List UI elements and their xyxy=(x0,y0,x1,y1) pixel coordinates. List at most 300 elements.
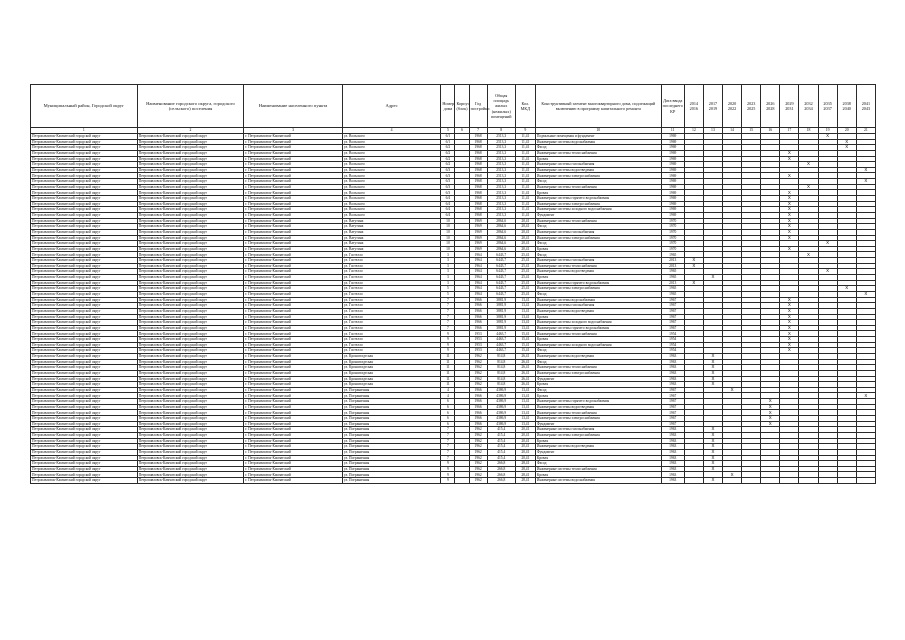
column-number: 12 xyxy=(684,128,703,134)
table-cell: Петропавловск-Камчатский городской округ xyxy=(31,461,138,467)
table-cell: Петропавловск-Камчатский городской округ xyxy=(31,478,138,484)
table-cell: Инженерные системы холодного водоснабжения xyxy=(535,207,661,213)
table-cell: г. Петропавловск-Камчатский xyxy=(244,280,343,286)
period-mark-cell: X xyxy=(761,421,780,427)
table-cell: г. Петропавловск-Камчатский xyxy=(244,134,343,140)
table-cell: 2513,3 xyxy=(487,196,515,202)
table-cell: 2513,3 xyxy=(487,134,515,140)
table-cell: 1964 xyxy=(469,263,487,269)
table-cell: 1966 xyxy=(469,404,487,410)
table-cell: 266,8 xyxy=(487,478,515,484)
column-number: 10 xyxy=(535,128,661,134)
table-cell: 1953 xyxy=(469,337,487,343)
table-cell: Петропавловск-Камчатский городской округ xyxy=(31,201,138,207)
table-cell: г. Петропавловск-Камчатский xyxy=(244,303,343,309)
column-header: Адрес xyxy=(342,85,441,128)
table-cell: Инженерные системы электроснабжения xyxy=(535,416,661,422)
table-cell: г. Петропавловск-Камчатский xyxy=(244,337,343,343)
table-cell: 2513,3 xyxy=(487,150,515,156)
table-cell: 1970 xyxy=(661,241,684,247)
table-cell: Петропавловск-Камчатский городской округ xyxy=(137,427,244,433)
table-cell: 11,41 xyxy=(515,145,535,151)
table-cell: Фасад xyxy=(535,179,661,185)
table-cell: 6/3 xyxy=(441,190,455,196)
table-cell: Петропавловск-Камчатский городской округ xyxy=(31,297,138,303)
table-cell: 1968 xyxy=(469,173,487,179)
table-cell: г. Петропавловск-Камчатский xyxy=(244,173,343,179)
table-cell: ул. Ватутина xyxy=(342,246,441,252)
table-cell: 20,41 xyxy=(515,444,535,450)
period-mark-cell xyxy=(723,478,742,484)
table-cell: 4386,9 xyxy=(487,410,515,416)
table-cell: 11 xyxy=(441,370,455,376)
table-cell: г. Петропавловск-Камчатский xyxy=(244,184,343,190)
table-cell: г. Петропавловск-Камчатский xyxy=(244,421,343,427)
table-cell: 4386,9 xyxy=(487,399,515,405)
table-cell: 1968 xyxy=(469,196,487,202)
table-cell: 20,41 xyxy=(515,455,535,461)
table-cell: 1963 xyxy=(661,455,684,461)
table-cell: ул. Пограничная xyxy=(342,416,441,422)
table-cell: 6/4 xyxy=(441,212,455,218)
table-cell: Петропавловск-Камчатский городской округ xyxy=(31,156,138,162)
table-cell: Инженерные системы горячего водоснабжения xyxy=(535,280,661,286)
table-cell: 1967 xyxy=(661,410,684,416)
table-cell: 1966 xyxy=(469,303,487,309)
table-cell: 1963 xyxy=(661,370,684,376)
table-cell: 7 xyxy=(441,297,455,303)
table-cell: г. Петропавловск-Камчатский xyxy=(244,241,343,247)
table-cell: ул. Пограничная xyxy=(342,404,441,410)
column-header: Общая площадь жилых (нежилых) помещений xyxy=(487,85,515,128)
table-cell: Инженерные системы электроснабжения xyxy=(535,201,661,207)
table-cell: 1970 xyxy=(661,224,684,230)
table-cell: Петропавловск-Камчатский городской округ xyxy=(137,416,244,422)
table-cell: 26,41 xyxy=(515,353,535,359)
table-cell: ул. Гастелло xyxy=(342,348,441,354)
table-cell: Фундамент xyxy=(535,449,661,455)
table-cell: 5 xyxy=(441,291,455,297)
table-cell: 2513,3 xyxy=(487,212,515,218)
period-mark-cell: X xyxy=(780,314,799,320)
table-cell: Петропавловск-Камчатский городской округ xyxy=(31,303,138,309)
table-cell: 6443,7 xyxy=(487,275,515,281)
table-cell: 11,41 xyxy=(515,139,535,145)
table-cell: ул. Вольского xyxy=(342,156,441,162)
table-cell: Фундамент xyxy=(535,212,661,218)
column-header: 2014 2016 xyxy=(684,85,703,128)
table-cell: Петропавловск-Камчатский городской округ xyxy=(31,218,138,224)
table-cell: 2013 xyxy=(661,280,684,286)
table-cell: Инженерные системы водоснабжения xyxy=(535,139,661,145)
table-cell: 4463,7 xyxy=(487,331,515,337)
table-cell: ул. Кронштадтская xyxy=(342,376,441,382)
table-cell: Кровля xyxy=(535,382,661,388)
table-cell: Петропавловск-Камчатский городской округ xyxy=(137,179,244,185)
table-cell: г. Петропавловск-Камчатский xyxy=(244,438,343,444)
table-cell: 11,41 xyxy=(515,156,535,162)
table-cell: Фасад xyxy=(535,145,661,151)
table-cell: Петропавловск-Камчатский городской округ xyxy=(31,399,138,405)
table-cell: 2013 xyxy=(661,263,684,269)
table-cell: Инженерные системы электроснабжения xyxy=(535,432,661,438)
table-cell: 15,41 xyxy=(515,342,535,348)
table-cell: 9 xyxy=(441,342,455,348)
table-cell: Фасад xyxy=(535,224,661,230)
table-cell: 6/3 xyxy=(441,173,455,179)
table-cell: 1962 xyxy=(469,382,487,388)
period-mark-cell xyxy=(761,478,780,484)
table-cell: г. Петропавловск-Камчатский xyxy=(244,190,343,196)
table-cell: 1968 xyxy=(469,179,487,185)
table-cell: Инженерные системы водоотведения xyxy=(535,269,661,275)
table-header-row xyxy=(31,85,876,128)
table-cell: 1964 xyxy=(469,291,487,297)
table-cell: Петропавловск-Камчатский городской округ xyxy=(137,291,244,297)
column-number: 8 xyxy=(487,128,515,134)
table-cell: 10 xyxy=(441,218,455,224)
table-cell: 1964 xyxy=(469,258,487,264)
table-cell: ул. Гастелло xyxy=(342,269,441,275)
period-mark-cell: X xyxy=(703,461,722,467)
table-cell: 2513,3 xyxy=(487,156,515,162)
period-mark-cell: X xyxy=(837,139,856,145)
table-cell: ул. Вольского xyxy=(342,190,441,196)
table-cell: Петропавловск-Камчатский городской округ xyxy=(137,449,244,455)
table-cell: 26,41 xyxy=(515,365,535,371)
period-mark-cell: X xyxy=(780,212,799,218)
table-cell: 1966 xyxy=(469,320,487,326)
period-mark-cell: X xyxy=(703,275,722,281)
table-cell: 1953 xyxy=(469,342,487,348)
table-cell: Инженерные системы водоснабжения xyxy=(535,297,661,303)
table-cell: ул. Пограничная xyxy=(342,461,441,467)
table-cell: 13,41 xyxy=(515,303,535,309)
table-cell: 1968 xyxy=(469,162,487,168)
table-cell: 1954 xyxy=(661,337,684,343)
column-number: 20 xyxy=(837,128,856,134)
table-cell: ул. Вольского xyxy=(342,173,441,179)
table-cell: ул. Гастелло xyxy=(342,297,441,303)
table-cell: Фасад xyxy=(535,291,661,297)
table-cell: ул. Вольского xyxy=(342,139,441,145)
table-cell: Инженерные системы горячего водоснабжения xyxy=(535,196,661,202)
table-cell: 1969 xyxy=(661,173,684,179)
table-cell: 7 xyxy=(441,444,455,450)
table-cell: 7 xyxy=(441,314,455,320)
table-cell: Петропавловск-Камчатский городской округ xyxy=(137,235,244,241)
table-cell: 2513,3 xyxy=(487,207,515,213)
table-cell: Петропавловск-Камчатский городской округ xyxy=(137,207,244,213)
table-cell: 25,41 xyxy=(515,286,535,292)
table-cell: 6/4 xyxy=(441,196,455,202)
table-cell: 11,41 xyxy=(515,134,535,140)
table-cell: 13,41 xyxy=(515,404,535,410)
period-mark-cell: X xyxy=(703,444,722,450)
table-cell: г. Петропавловск-Камчатский xyxy=(244,432,343,438)
table-cell: 1962 xyxy=(469,427,487,433)
table-cell: Инженерные системы водоснабжения xyxy=(535,478,661,484)
table-cell: 28,41 xyxy=(515,466,535,472)
table-cell: 13,41 xyxy=(515,393,535,399)
table-cell: 4386,9 xyxy=(487,404,515,410)
table-cell: Петропавловск-Камчатский городской округ xyxy=(31,145,138,151)
table-cell: 3881,9 xyxy=(487,303,515,309)
period-mark-cell: X xyxy=(703,449,722,455)
table-cell: Петропавловск-Камчатский городской округ xyxy=(31,258,138,264)
table-cell: 814,8 xyxy=(487,359,515,365)
table-cell: 1968 xyxy=(469,212,487,218)
table-cell: 7 xyxy=(441,455,455,461)
table-cell: Петропавловск-Камчатский городской округ xyxy=(137,432,244,438)
table-cell: ул. Гастелло xyxy=(342,286,441,292)
table-cell: Фасад xyxy=(535,348,661,354)
table-cell: г. Петропавловск-Камчатский xyxy=(244,235,343,241)
table-cell: 4463,7 xyxy=(487,342,515,348)
table-cell: 13,41 xyxy=(515,387,535,393)
table-cell: Петропавловск-Камчатский городской округ xyxy=(137,212,244,218)
period-mark-cell: X xyxy=(723,387,742,393)
table-cell: ул. Пограничная xyxy=(342,449,441,455)
table-cell: Петропавловск-Камчатский городской округ xyxy=(31,438,138,444)
table-cell: ул. Пограничная xyxy=(342,399,441,405)
table-cell: 1968 xyxy=(469,167,487,173)
table-cell: Петропавловск-Камчатский городской округ xyxy=(137,399,244,405)
table-cell: Петропавловск-Камчатский городской округ xyxy=(137,162,244,168)
table-cell: Петропавловск-Камчатский городской округ xyxy=(31,241,138,247)
table-cell: 20,41 xyxy=(515,427,535,433)
table-cell: ул. Пограничная xyxy=(342,466,441,472)
table-cell: Петропавловск-Камчатский городской округ xyxy=(31,212,138,218)
table-cell: г. Петропавловск-Камчатский xyxy=(244,229,343,235)
table-cell: 2013 xyxy=(661,258,684,264)
table-cell: 1967 xyxy=(661,416,684,422)
table-cell: Инженерные системы электроснабжения xyxy=(535,235,661,241)
table-cell: 1967 xyxy=(661,308,684,314)
period-mark-cell: X xyxy=(761,410,780,416)
table-cell: 415,4 xyxy=(487,432,515,438)
table-cell: 1962 xyxy=(469,466,487,472)
table-cell: 1968 xyxy=(469,134,487,140)
table-cell: Петропавловск-Камчатский городской округ xyxy=(31,466,138,472)
period-mark-cell: X xyxy=(703,438,722,444)
table-cell: г. Петропавловск-Камчатский xyxy=(244,156,343,162)
table-cell: Петропавловск-Камчатский городской округ xyxy=(31,444,138,450)
table-cell: г. Петропавловск-Камчатский xyxy=(244,246,343,252)
table-cell: Петропавловск-Камчатский городской округ xyxy=(31,275,138,281)
table-cell: 415,4 xyxy=(487,438,515,444)
table-cell: 1963 xyxy=(661,359,684,365)
table-cell: ул. Пограничная xyxy=(342,472,441,478)
table-cell: 7 xyxy=(441,303,455,309)
table-cell: Петропавловск-Камчатский городской округ xyxy=(137,297,244,303)
table-cell: ул. Гастелло xyxy=(342,303,441,309)
table-cell: ул. Гастелло xyxy=(342,263,441,269)
table-cell: Петропавловск-Камчатский городской округ xyxy=(137,150,244,156)
table-cell: 1962 xyxy=(469,432,487,438)
table-cell: ул. Ватутина xyxy=(342,218,441,224)
column-number: 5 xyxy=(441,128,455,134)
table-cell: Кровля xyxy=(535,337,661,343)
period-mark-cell: X xyxy=(780,308,799,314)
table-cell: г. Петропавловск-Камчатский xyxy=(244,325,343,331)
table-cell: г. Петропавловск-Камчатский xyxy=(244,145,343,151)
table-cell: Петропавловск-Камчатский городской округ xyxy=(137,382,244,388)
table-cell: Петропавловск-Камчатский городской округ xyxy=(137,308,244,314)
table-cell: ул. Гастелло xyxy=(342,325,441,331)
table-cell: Петропавловск-Камчатский городской округ xyxy=(31,139,138,145)
period-mark-cell: X xyxy=(780,337,799,343)
table-cell: Кровля xyxy=(535,275,661,281)
table-cell: 10 xyxy=(441,241,455,247)
table-cell: 11 xyxy=(441,382,455,388)
period-mark-cell xyxy=(818,478,837,484)
period-mark-cell: X xyxy=(780,325,799,331)
table-cell: Петропавловск-Камчатский городской округ xyxy=(31,263,138,269)
table-cell: 1963 xyxy=(661,472,684,478)
table-cell: 1969 xyxy=(469,229,487,235)
table-cell: г. Петропавловск-Камчатский xyxy=(244,478,343,484)
period-mark-cell: X xyxy=(780,331,799,337)
table-cell: Инженерные системы холодного водоснабжения xyxy=(535,342,661,348)
table-cell: ул. Гастелло xyxy=(342,291,441,297)
table-cell: Петропавловск-Камчатский городской округ xyxy=(31,325,138,331)
table-cell: г. Петропавловск-Камчатский xyxy=(244,387,343,393)
table-cell: 9 xyxy=(441,466,455,472)
table-cell: Петропавловск-Камчатский городской округ xyxy=(137,461,244,467)
table-cell: г. Петропавловск-Камчатский xyxy=(244,291,343,297)
table-cell: Инженерные системы водоотведения xyxy=(535,308,661,314)
column-number: 17 xyxy=(780,128,799,134)
table-cell: 1963 xyxy=(661,461,684,467)
table-cell: Петропавловск-Камчатский городской округ xyxy=(137,410,244,416)
table-cell: Петропавловск-Камчатский городской округ xyxy=(137,134,244,140)
table-cell: 11,41 xyxy=(515,150,535,156)
period-mark-cell: X xyxy=(684,258,703,264)
table-cell: 266,8 xyxy=(487,472,515,478)
period-mark-cell: X xyxy=(703,432,722,438)
table-cell: 1962 xyxy=(469,461,487,467)
table-cell: 11,41 xyxy=(515,212,535,218)
table-cell: 2513,3 xyxy=(487,179,515,185)
table-cell: 3 xyxy=(441,258,455,264)
table-cell: Петропавловск-Камчатский городской округ xyxy=(31,224,138,230)
table-cell: 1964 xyxy=(469,280,487,286)
column-header: Муниципальный район, Городской округ xyxy=(31,85,138,128)
table-cell: 4386,9 xyxy=(487,416,515,422)
period-mark-cell xyxy=(856,478,875,484)
column-header: Год постройки xyxy=(469,85,487,128)
table-cell: 11,41 xyxy=(515,179,535,185)
table-cell: 2513,3 xyxy=(487,162,515,168)
table-cell: 1963 xyxy=(661,353,684,359)
table-cell: 11 xyxy=(441,359,455,365)
table-cell: г. Петропавловск-Камчатский xyxy=(244,314,343,320)
period-mark-cell: X xyxy=(837,145,856,151)
table-cell: 9 xyxy=(441,461,455,467)
column-header: 2032 2034 xyxy=(799,85,818,128)
table-cell: Петропавловск-Камчатский городской округ xyxy=(137,331,244,337)
table-cell: 1968 xyxy=(469,150,487,156)
table-cell: 1954 xyxy=(661,342,684,348)
table-cell: 20,41 xyxy=(515,449,535,455)
table-cell: Кровля xyxy=(535,455,661,461)
table-cell: 1962 xyxy=(469,365,487,371)
period-mark-cell: X xyxy=(818,269,837,275)
period-mark-cell: X xyxy=(856,291,875,297)
table-cell: 1968 xyxy=(469,184,487,190)
table-cell: ул. Пограничная xyxy=(342,432,441,438)
table-cell: Кровля xyxy=(535,393,661,399)
table-cell: 3 xyxy=(441,275,455,281)
table-cell: 1962 xyxy=(469,359,487,365)
period-mark-cell: X xyxy=(780,235,799,241)
table-cell: ул. Вольского xyxy=(342,179,441,185)
table-cell: Петропавловск-Камчатский городской округ xyxy=(31,455,138,461)
table-cell: Петропавловск-Камчатский городской округ xyxy=(137,359,244,365)
table-cell: 1953 xyxy=(469,348,487,354)
table-cell: г. Петропавловск-Камчатский xyxy=(244,472,343,478)
period-mark-cell xyxy=(799,478,818,484)
table-cell: г. Петропавловск-Камчатский xyxy=(244,179,343,185)
table-cell: 2513,3 xyxy=(487,201,515,207)
table-cell: ул. Пограничная xyxy=(342,387,441,393)
table-cell: 1969 xyxy=(469,224,487,230)
table-cell: 26,41 xyxy=(515,370,535,376)
table-cell: 415,4 xyxy=(487,449,515,455)
table-cell: Петропавловск-Камчатский городской округ xyxy=(31,162,138,168)
table-cell: г. Петропавловск-Камчатский xyxy=(244,376,343,382)
period-mark-cell: X xyxy=(780,156,799,162)
column-header: 2029 2031 xyxy=(780,85,799,128)
table-cell: ул. Пограничная xyxy=(342,438,441,444)
table-cell: 1970 xyxy=(661,218,684,224)
table-cell: Петропавловск-Камчатский городской округ xyxy=(31,365,138,371)
table-cell: Петропавловск-Камчатский городской округ xyxy=(31,382,138,388)
table-cell: г. Петропавловск-Камчатский xyxy=(244,269,343,275)
table-cell: Петропавловск-Камчатский городской округ xyxy=(137,393,244,399)
table-cell: г. Петропавловск-Камчатский xyxy=(244,410,343,416)
table-cell: Инженерные системы горячего водоснабжения xyxy=(535,399,661,405)
table-cell: 13,41 xyxy=(515,399,535,405)
period-mark-cell: X xyxy=(780,224,799,230)
table-cell: 3881,9 xyxy=(487,320,515,326)
table-cell: 1969 xyxy=(661,162,684,168)
table-cell: 6443,7 xyxy=(487,280,515,286)
table-cell: г. Петропавловск-Камчатский xyxy=(244,444,343,450)
table-cell: 6 xyxy=(441,404,455,410)
table-cell: Петропавловск-Камчатский городской округ xyxy=(137,421,244,427)
table-cell: 4 xyxy=(441,387,455,393)
table-cell: г. Петропавловск-Камчатский xyxy=(244,427,343,433)
table-cell: 1954 xyxy=(661,348,684,354)
table-cell: 1966 xyxy=(469,308,487,314)
table-cell: ул. Вольского xyxy=(342,196,441,202)
table-cell: Петропавловск-Камчатский городской округ xyxy=(31,269,138,275)
table-cell: 20,41 xyxy=(515,241,535,247)
table-cell: Петропавловск-Камчатский городской округ xyxy=(31,331,138,337)
table-cell: Петропавловск-Камчатский городской округ xyxy=(137,348,244,354)
table-cell: 1967 xyxy=(661,320,684,326)
table-cell: Петропавловск-Камчатский городской округ xyxy=(31,308,138,314)
table-cell: 26,41 xyxy=(515,359,535,365)
table-cell: Инженерные системы теплоснабжения xyxy=(535,466,661,472)
table-cell: г. Петропавловск-Камчатский xyxy=(244,348,343,354)
table-cell: 28,41 xyxy=(515,461,535,467)
table-cell: Петропавловск-Камчатский городской округ xyxy=(31,353,138,359)
table-cell: г. Петропавловск-Камчатский xyxy=(244,252,343,258)
table-cell: 266,8 xyxy=(487,466,515,472)
